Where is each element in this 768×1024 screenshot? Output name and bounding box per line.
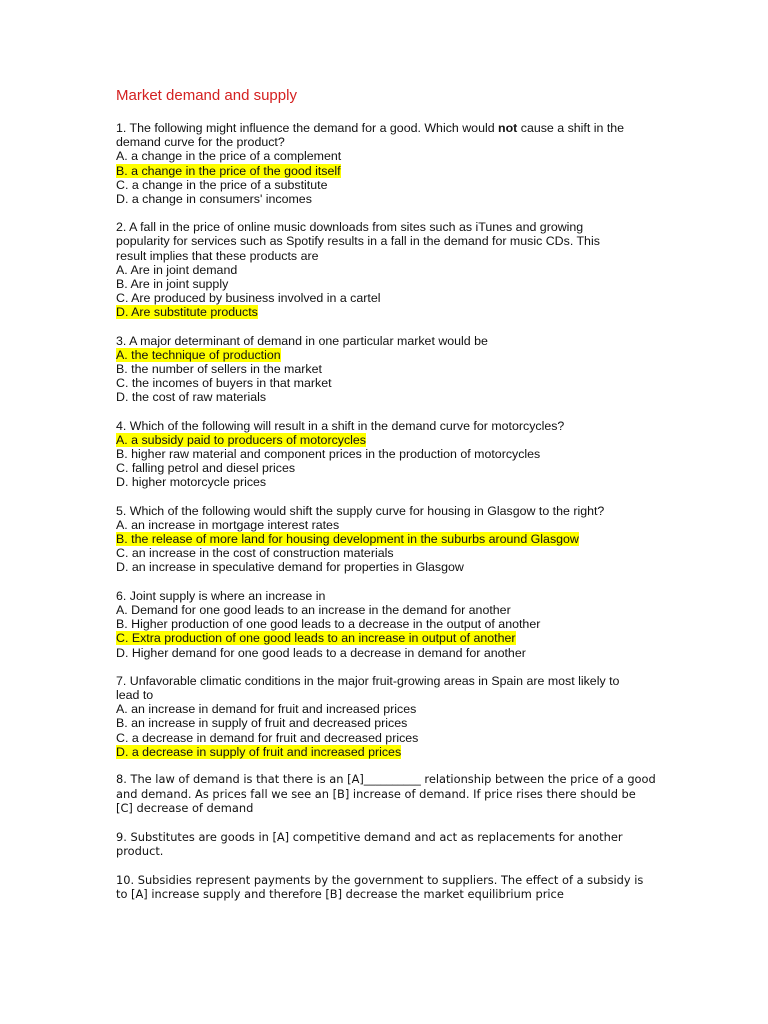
question-stem-line: 2. A fall in the price of online music downloads from sites such as iTunes and growing — [116, 220, 584, 235]
question-7 — [116, 674, 656, 759]
question-stem-line: 4. Which of the following will result in a shift in the demand curve for motorcycles? — [116, 418, 565, 433]
option-c: C. Are produced by business involved in a cartel — [116, 291, 381, 306]
question-stem-line: 3. A major determinant of demand in one particular market would be — [116, 333, 488, 348]
question-3 — [116, 334, 656, 405]
option-d: D. Higher demand for one good leads to a decrease in demand for another — [116, 645, 526, 660]
question-2 — [116, 220, 656, 319]
question-6 — [116, 589, 656, 660]
option-b — [116, 532, 656, 546]
option-b: B. an increase in supply of fruit and decreased prices — [116, 716, 408, 731]
highlighted-answer: A. a subsidy paid to producers of motorcycles — [116, 432, 366, 447]
question-4 — [116, 419, 656, 490]
option-c: C. a change in the price of a substitute — [116, 177, 328, 192]
highlighted-answer: B. a change in the price of the good itself — [116, 163, 341, 178]
fill-in-text: 10. Subsidies represent payments by the government to suppliers. The effect of a subsidy is to [A] increase supply and therefore [B] decrease the market equilibrium price — [116, 872, 644, 902]
question-1 — [116, 121, 656, 206]
question-stem-line: lead to — [116, 687, 154, 702]
question-10 — [116, 873, 656, 902]
option-d: D. a change in consumers' incomes — [116, 192, 312, 207]
option-c: C. a decrease in demand for fruit and decreased prices — [116, 730, 419, 745]
highlighted-answer: D. Are substitute products — [116, 305, 258, 320]
option-c — [116, 631, 656, 645]
option-d: D. the cost of raw materials — [116, 390, 267, 405]
option-a: A. a change in the price of a complement — [116, 149, 342, 164]
emphasis-text: not — [498, 121, 518, 135]
document-page — [116, 86, 656, 916]
question-9 — [116, 830, 656, 859]
option-c: C. falling petrol and diesel prices — [116, 461, 296, 476]
option-a: A. Are in joint demand — [116, 262, 238, 277]
option-b: B. Higher production of one good leads to a decrease in the output of another — [116, 617, 541, 632]
option-d: D. an increase in speculative demand for properties in Glasgow — [116, 560, 464, 575]
question-5 — [116, 504, 656, 575]
option-d — [116, 745, 656, 759]
option-b: B. the number of sellers in the market — [116, 362, 322, 377]
option-c: C. the incomes of buyers in that market — [116, 376, 332, 391]
highlighted-answer: B. the release of more land for housing development in the suburbs around Glasgow — [116, 532, 579, 547]
option-d — [116, 305, 656, 319]
highlighted-answer: D. a decrease in supply of fruit and increased prices — [116, 744, 402, 759]
highlighted-answer: C. Extra production of one good leads to an increase in output of another — [116, 631, 516, 646]
option-d: D. higher motorcycle prices — [116, 475, 267, 490]
highlighted-answer: A. the technique of production — [116, 347, 281, 362]
page-title: Market demand and supply — [116, 87, 297, 104]
option-a: A. Demand for one good leads to an increase in the demand for another — [116, 602, 511, 617]
option-a: A. an increase in mortgage interest rates — [116, 517, 340, 532]
fill-in-text: 9. Substitutes are goods in [A] competitive demand and act as replacements for another product. — [116, 829, 623, 859]
option-b: B. Are in joint supply — [116, 277, 229, 292]
question-stem-line: result implies that these products are — [116, 248, 319, 263]
question-8 — [116, 772, 656, 816]
stem-text: cause a shift in the — [517, 121, 625, 135]
option-b — [116, 164, 656, 178]
option-a — [116, 433, 656, 447]
question-stem-line: popularity for services such as Spotify results in a fall in the demand for music CDs. This — [116, 234, 600, 249]
option-a — [116, 348, 656, 362]
stem-text: 1. The following might influence the demand for a good. Which would — [116, 121, 499, 135]
option-b: B. higher raw material and component prices in the production of motorcycles — [116, 447, 541, 462]
fill-in-text: 8. The law of demand is that there is an [A]__________ relationship between the price of a good and demand. As prices fall we see an [B] increase of demand. If price rises there should be [C] decrease of demand — [116, 771, 656, 816]
question-stem-line: demand curve for the product? — [116, 135, 285, 150]
question-stem-line: 6. Joint supply is where an increase in — [116, 588, 326, 603]
question-stem-line: 5. Which of the following would shift the supply curve for housing in Glasgow to the right? — [116, 503, 605, 518]
question-stem-line — [116, 121, 656, 135]
option-a: A. an increase in demand for fruit and increased prices — [116, 702, 417, 717]
question-stem-line: 7. Unfavorable climatic conditions in the major fruit-growing areas in Spain are most likely to — [116, 673, 620, 688]
option-c: C. an increase in the cost of construction materials — [116, 546, 394, 561]
